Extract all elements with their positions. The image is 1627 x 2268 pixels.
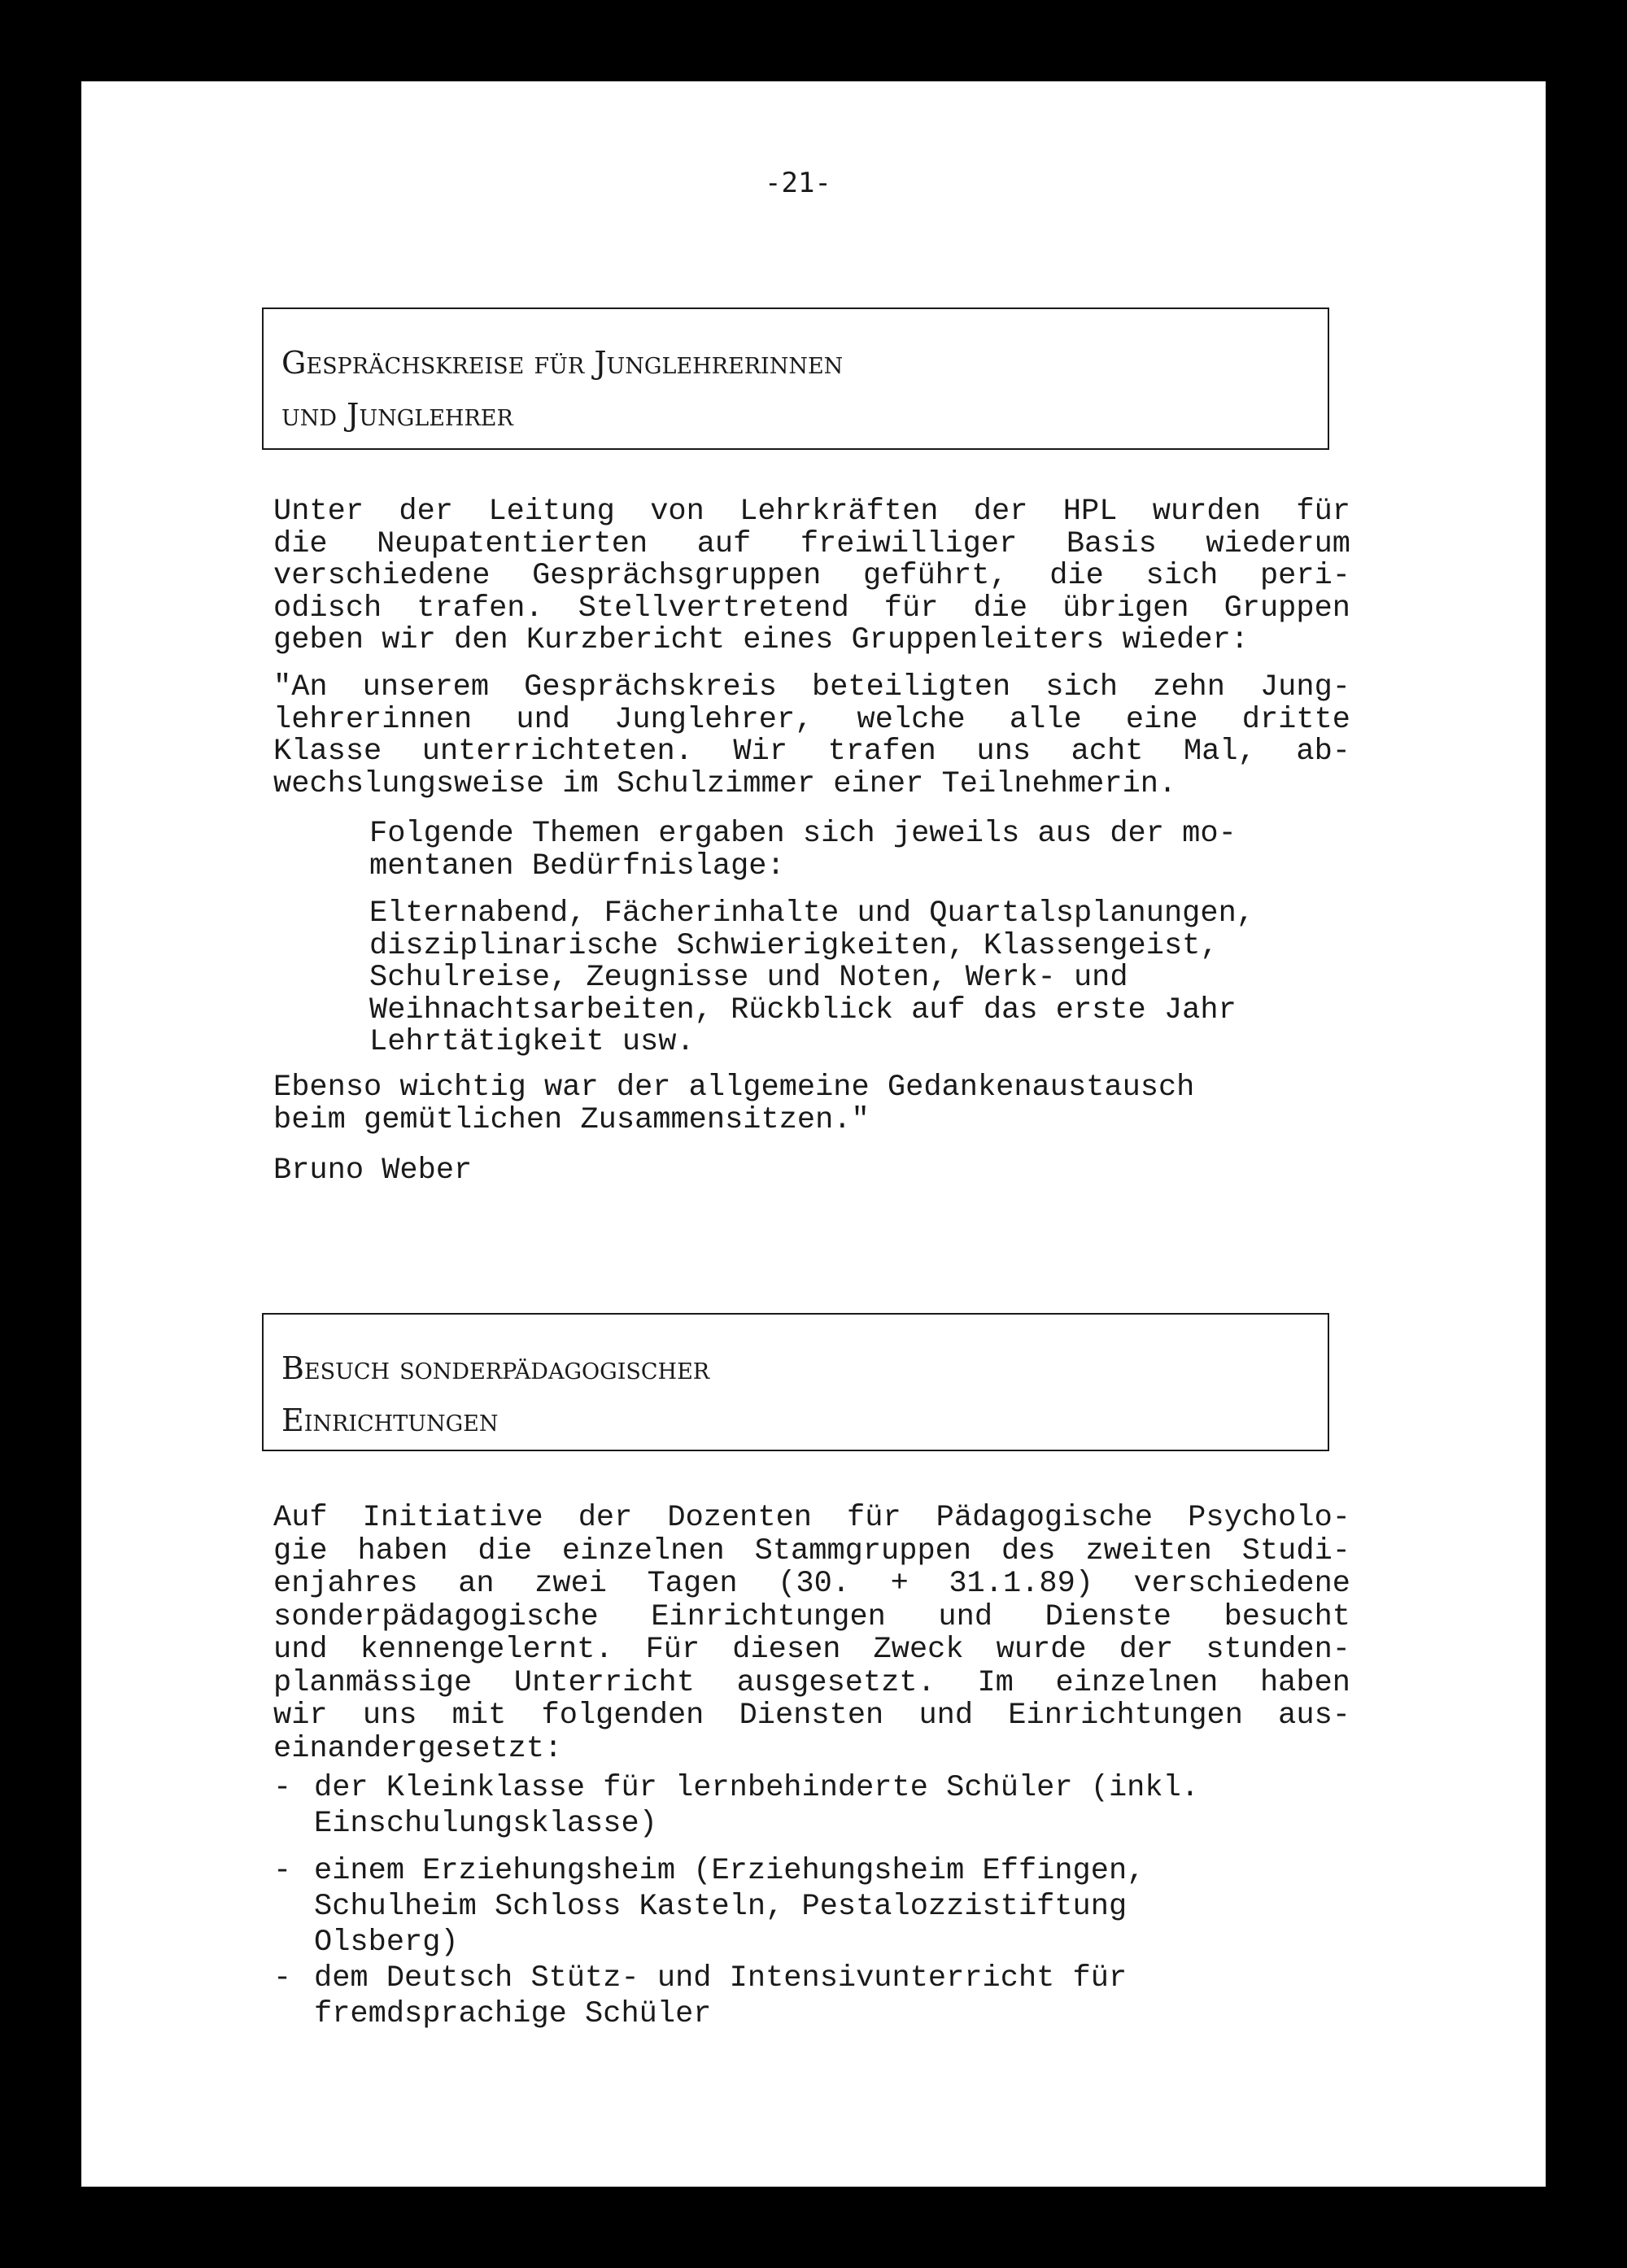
section1-topics-list-line: Schulreise, Zeugnisse und Noten, Werk- und (369, 961, 1128, 995)
page-number: -21- (765, 167, 831, 199)
section2-intro-line: sonderpädagogische Einrichtungen und Dienste besucht (273, 1599, 1350, 1634)
list-item-line: einem Erziehungsheim (Erziehungsheim Effingen, (314, 1854, 1145, 1888)
section2-intro-line: Auf Initiative der Dozenten für Pädagogische Psycholo- (273, 1501, 1350, 1535)
section1-closing-line: Ebenso wichtig war der allgemeine Gedankenaustausch (273, 1071, 1195, 1105)
section1-topics-list (369, 898, 1346, 1059)
section2-intro-line: wir uns mit folgenden Diensten und Einrichtungen aus- (273, 1699, 1350, 1733)
section1-topics-line: mentanen Bedürfnislage: (369, 848, 785, 883)
section2-intro-line: planmässige Unterricht ausgesetzt. Im einzelnen haben (273, 1665, 1350, 1700)
section2-intro-line: enjahres an zwei Tagen (30. + 31.1.89) verschiedene (273, 1567, 1350, 1601)
list-dash: - (273, 1854, 292, 1888)
section1-intro-line: die Neupatentierten auf freiwilliger Basis wiederum (273, 526, 1350, 561)
section2-intro-line: einandergesetzt: (273, 1731, 563, 1766)
section1-topics-intro (369, 818, 1305, 883)
section2-intro-line: und kennengelernt. Für diesen Zweck wurde der stunden- (273, 1633, 1350, 1667)
list-item-line: Einschulungsklasse) (314, 1807, 657, 1841)
list-item-line: fremdsprachige Schüler (314, 1997, 712, 2031)
section1-intro-line: Unter der Leitung von Lehrkräften der HPL wurden für (273, 495, 1350, 529)
section2-intro-line: gie haben die einzelnen Stammgruppen des zweiten Studi- (273, 1533, 1350, 1568)
section1-closing-line: beim gemütlichen Zusammensitzen." (273, 1102, 870, 1137)
section1-topics-list-line: disziplinarische Schwierigkeiten, Klassengeist, (369, 928, 1219, 963)
section1-topics-list-line: Lehrtätigkeit usw. (369, 1025, 695, 1059)
list-item-line: Schulheim Schloss Kasteln, Pestalozzistiftung (314, 1890, 1128, 1924)
list-item (273, 1961, 1331, 2034)
section1-intro-line: geben wir den Kurzbericht eines Gruppenleiters wieder: (273, 623, 1249, 657)
section1-signature: Bruno Weber (273, 1154, 473, 1188)
section1-quote-line: Klasse unterrichteten. Wir trafen uns acht Mal, ab- (273, 735, 1350, 769)
section1-closing (273, 1072, 1347, 1136)
section1-topics-line: Folgende Themen ergaben sich jeweils aus der mo- (369, 817, 1237, 851)
list-dash: - (273, 1771, 292, 1805)
list-item (273, 1853, 1331, 1963)
section1-title-box (262, 307, 1329, 450)
section1-title-line1: Gesprächskreise für Junglehrerinnen (281, 345, 844, 381)
section2-intro (273, 1502, 1350, 1765)
section1-quote-line: lehrerinnen und Junglehrer, welche alle eine dritte (273, 702, 1350, 737)
list-item-line: Olsberg) (314, 1926, 459, 1960)
section1-topics-list-line: Weihnachtsarbeiten, Rückblick auf das erste Jahr (369, 992, 1237, 1027)
section1-intro-line: odisch trafen. Stellvertretend für die übrigen Gruppen (273, 591, 1350, 626)
section1-intro (273, 496, 1350, 657)
section1-quote (273, 672, 1350, 800)
section2-title-line2: Einrichtungen (281, 1402, 499, 1438)
list-item-line: der Kleinklasse für lernbehinderte Schüler (inkl. (314, 1771, 1199, 1805)
list-item (273, 1770, 1331, 1843)
section1-title-line2: und Junglehrer (281, 397, 513, 433)
section2-title-line1: Besuch sonderpädagogischer (281, 1350, 710, 1386)
list-item-line: dem Deutsch Stütz- und Intensivunterricht für (314, 1961, 1128, 1995)
section1-topics-list-line: Elternabend, Fächerinhalte und Quartalsplanungen, (369, 896, 1254, 931)
section1-quote-line: "An unserem Gesprächskreis beteiligten sich zehn Jung- (273, 670, 1350, 704)
section2-title-box (262, 1313, 1329, 1451)
list-dash: - (273, 1961, 292, 1995)
section1-quote-line: wechslungsweise im Schulzimmer einer Teilnehmerin. (273, 766, 1177, 801)
section1-intro-line: verschiedene Gesprächsgruppen geführt, die sich peri- (273, 559, 1350, 593)
